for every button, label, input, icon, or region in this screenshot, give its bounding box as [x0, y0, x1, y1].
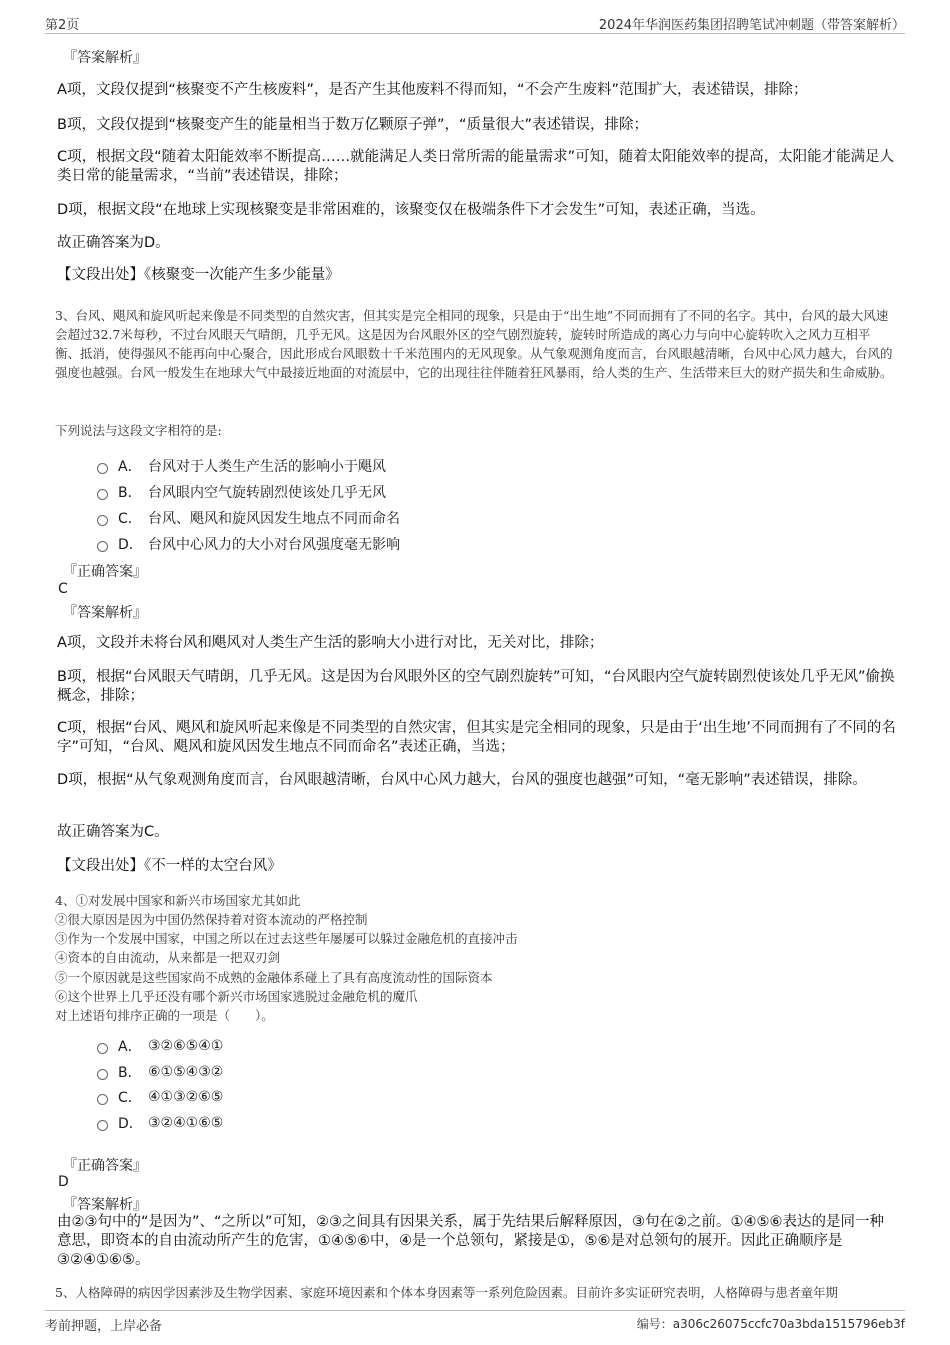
option-text: ③②⑥⑤④① — [148, 1038, 224, 1054]
q3-analysis-c: C项，根据“台风、飓风和旋风听起来像是不同类型的自然灾害，但其实是完全相同的现象，只是由于‘出生地’不同而拥有了不同的名字”可知，“台风、飓风和旋风因发生地点不同而命名”表述正确，当选； — [57, 720, 896, 755]
q4-sentence-3: ③作为一个发展中国家，中国之所以在过去这些年屡屡可以躲过金融危机的直接冲击 — [55, 931, 518, 946]
q2-analysis-b: B项，文段仅提到“核聚变产生的能量相当于数万亿颗原子弹”，“质量很大”表述错误，排除； — [57, 117, 648, 133]
q2-analysis-c: C项，根据文段“随着太阳能效率不断提高……就能满足人类日常所需的能量需求”可知，随着太阳能效率的提高，太阳能才能满足人类日常的能量需求，“当前”表述错误，排除； — [57, 149, 895, 184]
option-text: ④①③②⑥⑤ — [148, 1089, 224, 1105]
radio-icon[interactable] — [97, 1094, 108, 1105]
q5-passage: 5、人格障碍的病因学因素涉及生物学因素、家庭环境因素和个体本身因素等一系列危险因素。目前许多实证研究表明，人格障碍与患者童年期 — [55, 1285, 838, 1300]
page-number: 第2页 — [45, 18, 80, 33]
radio-icon[interactable] — [97, 489, 108, 500]
option-letter: A． — [118, 459, 142, 475]
q2-source: 【文段出处】《核聚变一次能产生多少能量》 — [57, 267, 340, 283]
document-title: 2024年华润医药集团招聘笔试冲刺题（带答案解析） — [598, 18, 905, 33]
option-text: 台风中心风力的大小对台风强度毫无影响 — [148, 537, 400, 553]
option-letter: D． — [118, 1116, 143, 1132]
option-letter: A． — [118, 1039, 142, 1055]
q3-analysis-d: D项，根据“从气象观测角度而言，台风眼越清晰，台风中心风力越大，台风的强度也越强”可知，“毫无影响”表述错误，排除。 — [57, 772, 867, 788]
q2-conclusion: 故正确答案为D。 — [57, 235, 170, 251]
q3-analysis-a: A项，文段并未将台风和飓风对人类生产生活的影响大小进行对比，无关对比，排除； — [57, 635, 604, 651]
q2-analysis-d: D项，根据文段“在地球上实现核聚变是非常困难的，该聚变仅在极端条件下才会发生”可知，表述正确，当选。 — [57, 202, 765, 218]
radio-icon[interactable] — [97, 1120, 108, 1131]
radio-icon[interactable] — [97, 515, 108, 526]
footer-divider — [45, 1310, 905, 1311]
q4-option-a[interactable] — [97, 1036, 223, 1056]
q4-option-b[interactable] — [97, 1062, 223, 1082]
radio-icon[interactable] — [97, 541, 108, 552]
q4-option-c[interactable] — [97, 1087, 223, 1107]
option-letter: B． — [118, 485, 142, 501]
q3-option-a[interactable] — [97, 456, 386, 476]
q4-sentence-4: ④资本的自由流动，从来都是一把双刃剑 — [55, 950, 281, 965]
q4-sentence-6: ⑥这个世界上几乎还没有哪个新兴市场国家逃脱过金融危机的魔爪 — [55, 989, 418, 1004]
option-letter: B． — [118, 1065, 142, 1081]
q4-sentence-1: 4、①对发展中国家和新兴市场国家尤其如此 — [55, 893, 301, 908]
q3-answer-tag: 『正确答案』 — [63, 564, 147, 580]
option-letter: C． — [118, 1090, 142, 1106]
option-text: 台风眼内空气旋转剧烈使该处几乎无风 — [148, 485, 386, 501]
q3-conclusion: 故正确答案为C。 — [57, 824, 169, 840]
q4-sentence-2: ②很大原因是因为中国仍然保持着对资本流动的严格控制 — [55, 912, 368, 927]
radio-icon[interactable] — [97, 1069, 108, 1080]
q4-answer: D — [58, 1174, 69, 1190]
option-text: 台风对于人类生产生活的影响小于飓风 — [148, 459, 386, 475]
q4-option-d[interactable] — [97, 1113, 223, 1133]
radio-icon[interactable] — [97, 463, 108, 474]
q3-passage: 3、台风、飓风和旋风听起来像是不同类型的自然灾害，但其实是完全相同的现象，只是由于“出生地”不同而拥有了不同的名字。其中，台风的最大风速会超过32.7米每秒，不过台风眼天气晴朗，几乎无风。这是因为台风眼外区的空气剧烈旋转，旋转时所造成的离心力与向中心旋转吹入之风力互相平衡、抵消，使得强风不能再向中心聚合，因此形成台风眼数十千米范围内的无风现象。从气象观测角度而言，台风眼越清晰，台风中心风力越大，台风的强度也越强。台风一般发生在地球大气中最接近地面的对流层中，它的出现往往伴随着狂风暴雨，给人类的生产、生活带来巨大的财产损失和生命威胁。 — [55, 308, 893, 380]
q4-analysis-tag: 『答案解析』 — [63, 1197, 147, 1213]
q3-analysis-tag: 『答案解析』 — [63, 605, 147, 621]
option-text: ③②④①⑥⑤ — [148, 1115, 224, 1131]
q4-question: 对上述语句排序正确的一项是（ ）。 — [55, 1008, 274, 1023]
q3-option-d[interactable] — [97, 534, 400, 554]
option-letter: D． — [118, 537, 143, 553]
radio-icon[interactable] — [97, 1043, 108, 1054]
q3-option-b[interactable] — [97, 482, 386, 502]
footer-slogan: 考前押题，上岸必备 — [45, 1319, 163, 1334]
option-text: 台风、飓风和旋风因发生地点不同而命名 — [148, 511, 400, 527]
option-letter: C． — [118, 511, 142, 527]
q3-option-c[interactable] — [97, 508, 400, 528]
option-text: ⑥①⑤④③② — [148, 1064, 224, 1080]
header-divider — [45, 33, 905, 34]
q3-analysis-b: B项，根据“台风眼天气晴朗，几乎无风。这是因为台风眼外区的空气剧烈旋转”可知，“台风眼内空气旋转剧烈使该处几乎无风”偷换概念，排除； — [57, 669, 895, 704]
q4-sentence-5: ⑤一个原因就是这些国家尚不成熟的金融体系碰上了具有高度流动性的国际资本 — [55, 970, 493, 985]
q2-analysis-a: A项，文段仅提到“核聚变不产生核废料”，是否产生其他废料不得而知，“不会产生废料”范围扩大，表述错误，排除； — [57, 82, 808, 98]
document-id: 编号：a306c26075ccfc70a3bda1515796eb3f — [636, 1317, 905, 1331]
q3-source: 【文段出处】《不一样的太空台风》 — [57, 858, 282, 874]
q2-analysis-tag: 『答案解析』 — [63, 50, 147, 66]
q3-question: 下列说法与这段文字相符的是: — [55, 423, 222, 438]
q4-analysis: 由②③句中的“是因为”、“之所以”可知，②③之间具有因果关系，属于先结果后解释原因，③句在②之前。①④⑤⑥表达的是同一种意思，即资本的自由流动所产生的危害，①④⑤⑥中，④是一个总领句，紧接是①，⑤⑥是对总领句的展开。因此正确顺序是③②④①⑥⑤。 — [57, 1214, 885, 1268]
q4-answer-tag: 『正确答案』 — [63, 1158, 147, 1174]
q3-answer: C — [58, 581, 68, 597]
